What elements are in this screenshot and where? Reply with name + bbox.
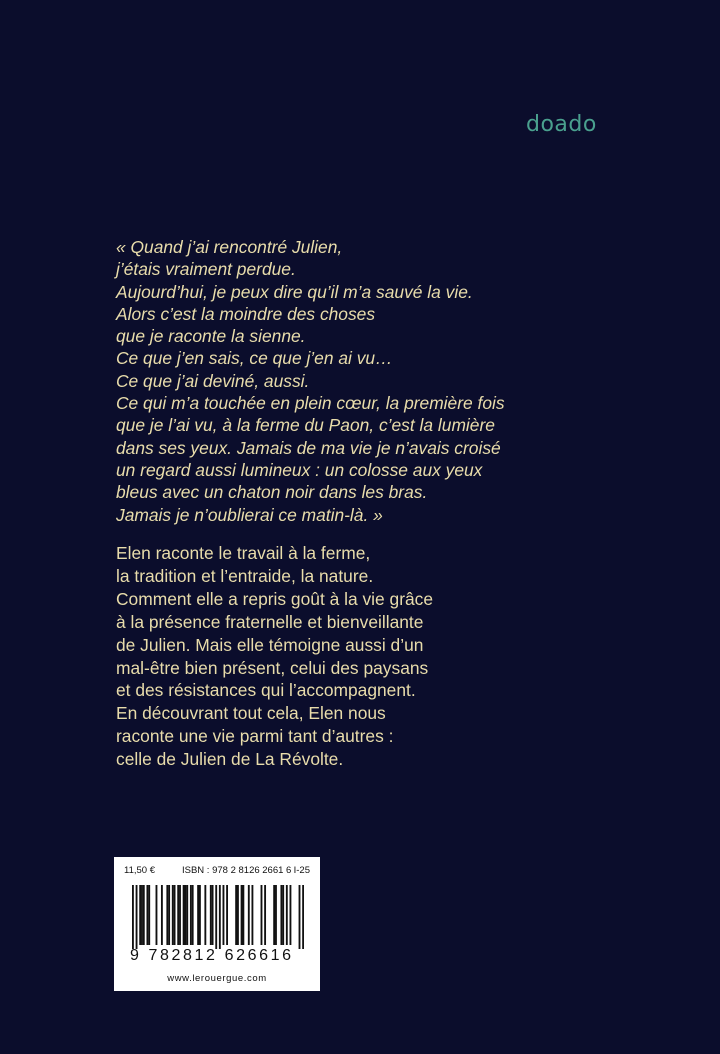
barcode-bar — [241, 885, 243, 945]
blurb-line: Elen raconte le travail à la ferme, — [116, 543, 371, 563]
barcode-bar — [161, 885, 163, 945]
quote-line: bleus avec un chaton noir dans les bras. — [116, 482, 428, 503]
blurb-line: la tradition et l’entraide, la nature. — [116, 565, 374, 586]
barcode-bar — [210, 885, 212, 945]
barcode-bar — [192, 885, 194, 945]
quote-line: que je raconte la sienne. — [116, 326, 306, 347]
barcode-bar — [251, 885, 253, 945]
barcode-bar — [223, 885, 225, 945]
blurb-line: celle de Julien de La Révolte. — [116, 749, 344, 770]
barcode-bar — [302, 885, 304, 949]
barcode-bar — [280, 885, 282, 945]
barcode-bar — [183, 885, 185, 945]
publisher-logo: doado — [526, 112, 597, 137]
barcode-bar — [290, 885, 292, 945]
barcode-bar — [190, 885, 192, 945]
price-label: 11,50 € — [124, 865, 155, 876]
barcode-bar — [177, 885, 179, 945]
barcode-bar — [156, 885, 158, 945]
barcode-bar — [282, 885, 284, 945]
barcode-bar — [139, 885, 141, 945]
barcode-bar — [242, 885, 244, 945]
barcode-bar — [273, 885, 275, 945]
barcode-bar — [237, 885, 239, 945]
blurb-line: Comment elle a repris goût à la vie grâce — [116, 588, 434, 609]
barcode-bar — [146, 885, 148, 945]
barcode-bar — [197, 885, 199, 945]
barcode-digits: 9 782812 626616 — [130, 947, 294, 964]
barcode-bar — [168, 885, 170, 945]
barcode-bar — [212, 885, 214, 945]
barcode-bar — [186, 885, 188, 945]
quote-block — [116, 236, 536, 526]
quote-line: un regard aussi lumineux : un colosse aux yeux — [116, 459, 483, 480]
barcode-bar — [226, 885, 228, 945]
barcode-bar — [148, 885, 150, 945]
quote-line: Aujourd’hui, je peux dire qu’il m’a sauvé la vie. — [116, 281, 473, 302]
quote-line: Ce que j’en sais, ce que j’en ai vu… — [116, 348, 393, 369]
quote-line: Ce qui m’a touchée en plein cœur, la première fois — [116, 393, 505, 414]
barcode-icon — [132, 885, 304, 949]
barcode-bar — [286, 885, 288, 945]
blurb-line: à la présence fraternelle et bienveillante — [116, 611, 424, 632]
barcode-bar — [215, 885, 217, 949]
barcode-panel — [114, 857, 320, 991]
barcode-bar — [179, 885, 181, 945]
blurb-paragraph — [116, 542, 536, 771]
barcode-bar — [172, 885, 174, 945]
quote-line: Jamais je n’oublierai ce matin-là. » — [116, 504, 383, 525]
barcode-bar — [235, 885, 237, 945]
barcode-bar — [136, 885, 138, 949]
blurb-line: raconte une vie parmi tant d’autres : — [116, 726, 394, 747]
reading-level-code: I-25 — [293, 865, 310, 876]
quote-line: Alors c’est la moindre des choses — [116, 303, 376, 324]
quote-line: dans ses yeux. Jamais de ma vie je n’avais croisé — [116, 437, 501, 458]
blurb-line: mal-être bien présent, celui des paysans — [116, 657, 429, 678]
barcode-bar — [174, 885, 176, 945]
isbn-label: ISBN : 978 2 8126 2661 6 — [182, 865, 292, 876]
barcode-bar — [261, 885, 263, 945]
quote-line: que je l’ai vu, à la ferme du Paon, c’est la lumière — [116, 415, 495, 436]
barcode-bar — [166, 885, 168, 945]
barcode-bar — [299, 885, 301, 949]
blurb-line: et des résistances qui l’accompagnent. — [116, 680, 416, 701]
barcode-bar — [185, 885, 187, 945]
barcode-bar — [141, 885, 143, 945]
blurb-line: de Julien. Mais elle témoigne aussi d’un — [116, 634, 424, 655]
barcode-bar — [204, 885, 206, 945]
blurb-line: En découvrant tout cela, Elen nous — [116, 703, 386, 724]
barcode-bar — [219, 885, 221, 949]
barcode-bar — [248, 885, 250, 945]
quote-line: « Quand j’ai rencontré Julien, — [116, 237, 343, 257]
barcode-bar — [199, 885, 201, 945]
barcode-bar — [264, 885, 266, 945]
barcode-bar — [132, 885, 134, 949]
quote-line: j’étais vraiment perdue. — [116, 259, 296, 280]
barcode-bar — [275, 885, 277, 945]
publisher-url: www.lerouergue.com — [167, 973, 267, 984]
quote-line: Ce que j’ai deviné, aussi. — [116, 370, 310, 391]
barcode-bar — [143, 885, 145, 945]
